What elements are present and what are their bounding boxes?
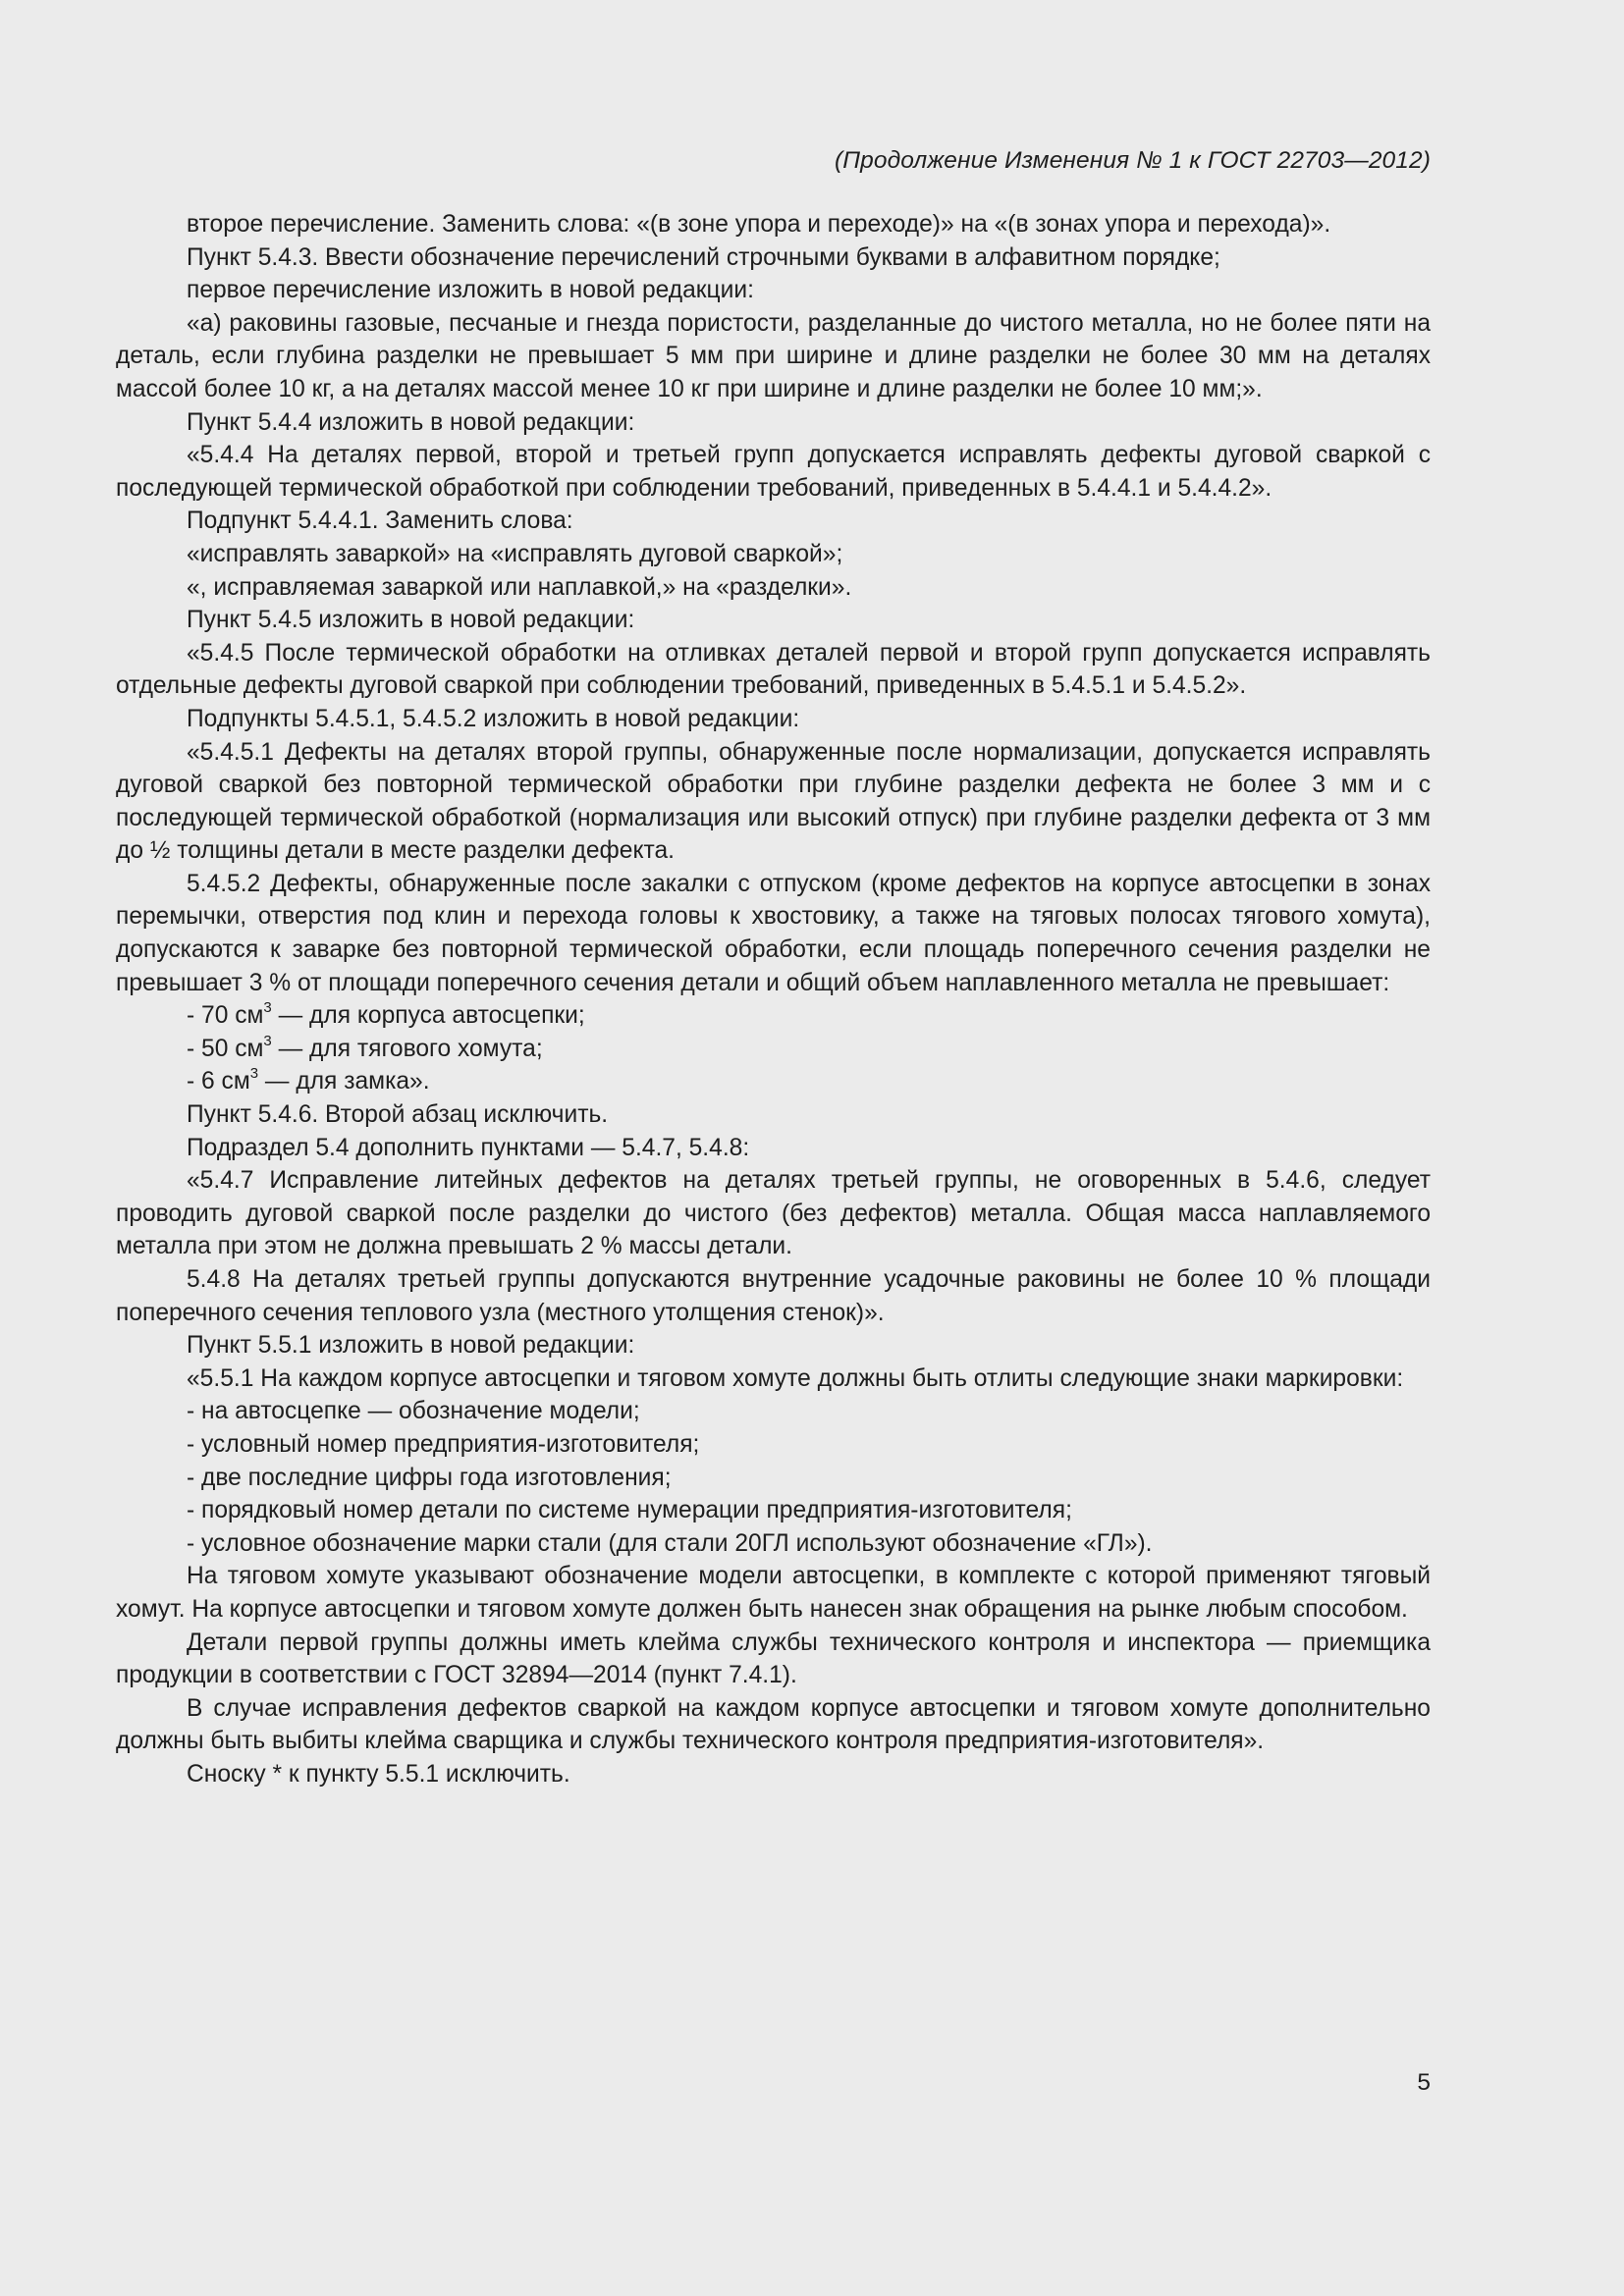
paragraph: «5.4.4 На деталях первой, второй и третьей групп допускается исправлять дефекты дуговой сваркой с последующей термической обработкой при соблюдении требований, приведенных в 5.4.4.1 и 5.4.4.2». [116, 442, 1431, 502]
paragraph: Подпункт 5.4.4.1. Заменить слова: [187, 507, 573, 535]
page-number: 5 [1417, 2069, 1431, 2096]
paragraph: Детали первой группы должны иметь клейма службы технического контроля и инспектора — приемщика продукции в соответствии с ГОСТ 32894—2014 (пункт 7.4.1). [116, 1629, 1431, 1689]
paragraph: «, исправляемая заваркой или наплавкой,» на «разделки». [187, 573, 852, 601]
paragraph: Сноску * к пункту 5.5.1 исключить. [187, 1760, 570, 1788]
paragraph: «5.5.1 На каждом корпусе автосцепки и тяговом хомуте должны быть отлиты следующие знаки маркировки: [187, 1364, 1404, 1392]
superscript: 3 [263, 999, 272, 1017]
paragraph: «5.4.5 После термической обработки на отливках деталей первой и второй групп допускается исправлять отдельные дефекты дуговой сваркой при соблюдении требований, приведенных в 5.4.5.1 и 5.4.5.2». [116, 639, 1431, 700]
paragraph: Подраздел 5.4 дополнить пунктами — 5.4.7, 5.4.8: [187, 1134, 750, 1161]
volume-description: — для тягового хомута; [271, 1035, 543, 1062]
list-item: - условный номер предприятия-изготовителя; [187, 1430, 700, 1458]
paragraph: Пункт 5.4.6. Второй абзац исключить. [187, 1101, 609, 1129]
paragraph: первое перечисление изложить в новой редакции: [187, 277, 754, 304]
running-header: (Продолжение Изменения № 1 к ГОСТ 22703—2012) [835, 147, 1431, 174]
paragraph: Пункт 5.5.1 изложить в новой редакции: [187, 1332, 635, 1360]
paragraph: Подпункты 5.4.5.1, 5.4.5.2 изложить в новой редакции: [187, 705, 800, 732]
paragraph: второе перечисление. Заменить слова: «(в зоне упора и переходе)» на «(в зонах упора и перехода)». [187, 211, 1331, 238]
list-item: - на автосцепке — обозначение модели; [187, 1398, 640, 1425]
paragraph: «5.4.7 Исправление литейных дефектов на деталях третьей группы, не оговоренных в 5.4.6, следует проводить дуговой сваркой после разделки до чистого (без дефектов) металла. Общая масса наплавляемого металла при этом не должна превышать 2 % массы детали. [116, 1167, 1431, 1260]
volume-description: — для замка». [258, 1068, 430, 1095]
volume-list-item [116, 999, 1431, 1033]
volume-value: - 70 см [187, 1002, 264, 1030]
volume-description: — для корпуса автосцепки; [271, 1002, 585, 1030]
paragraph: Пункт 5.4.4 изложить в новой редакции: [187, 408, 635, 436]
list-item: - условное обозначение марки стали (для стали 20ГЛ используют обозначение «ГЛ»). [187, 1529, 1153, 1557]
paragraph: «а) раковины газовые, песчаные и гнезда пористости, разделанные до чистого металла, но не более пяти на деталь, если глубина разделки не превышает 5 мм при ширине и длине разделки не более 30 мм на деталях массой более 10 кг, а на деталях массой менее 10 кг при ширине и длине разделки не более 10 мм;». [116, 309, 1431, 402]
list-item: - две последние цифры года изготовления; [187, 1464, 672, 1491]
paragraph: 5.4.8 На деталях третьей группы допускаются внутренние усадочные раковины не более 10 % площади поперечного сечения теплового узла (местного утолщения стенок)». [116, 1266, 1431, 1326]
volume-value: - 50 см [187, 1035, 264, 1062]
list-item: - порядковый номер детали по системе нумерации предприятия-изготовителя; [187, 1497, 1072, 1524]
volume-value: - 6 см [187, 1068, 250, 1095]
paragraph: Пункт 5.4.3. Ввести обозначение перечислений строчными буквами в алфавитном порядке; [187, 243, 1220, 271]
volume-list-item [116, 1065, 1431, 1098]
paragraph: В случае исправления дефектов сваркой на каждом корпусе автосцепки и тяговом хомуте дополнительно должны быть выбиты клейма сварщика и службы технического контроля предприятия-изготовителя». [116, 1694, 1431, 1755]
document-body [116, 208, 1431, 1791]
paragraph: 5.4.5.2 Дефекты, обнаруженные после закалки с отпуском (кроме дефектов на корпусе автосцепки в зонах перемычки, отверстия под клин и перехода головы к хвостовику, а также на тяговых полосах тягового хомута), допускаются к заварке без повторной термической обработки, если площадь поперечного сечения разделки не превышает 3 % от площади поперечного сечения детали и общий объем наплавленного металла не превышает: [116, 870, 1431, 996]
superscript: 3 [263, 1032, 272, 1049]
superscript: 3 [249, 1065, 259, 1083]
paragraph: «5.4.5.1 Дефекты на деталях второй группы, обнаруженные после нормализации, допускается исправлять дуговой сваркой без повторной термической обработки при глубине разделки дефекта не более 3 мм и с последующей термической обработкой (нормализация или высокий отпуск) при глубине разделки дефекта от 3 мм до ½ толщины детали в месте разделки дефекта. [116, 738, 1431, 865]
volume-list-item [116, 1033, 1431, 1066]
paragraph: Пункт 5.4.5 изложить в новой редакции: [187, 607, 635, 634]
paragraph: На тяговом хомуте указывают обозначение модели автосцепки, в комплекте с которой применяют тяговый хомут. На корпусе автосцепки и тяговом хомуте должен быть нанесен знак обращения на рынке любым способом. [116, 1563, 1431, 1623]
paragraph: «исправлять заваркой» на «исправлять дуговой сваркой»; [187, 540, 843, 567]
